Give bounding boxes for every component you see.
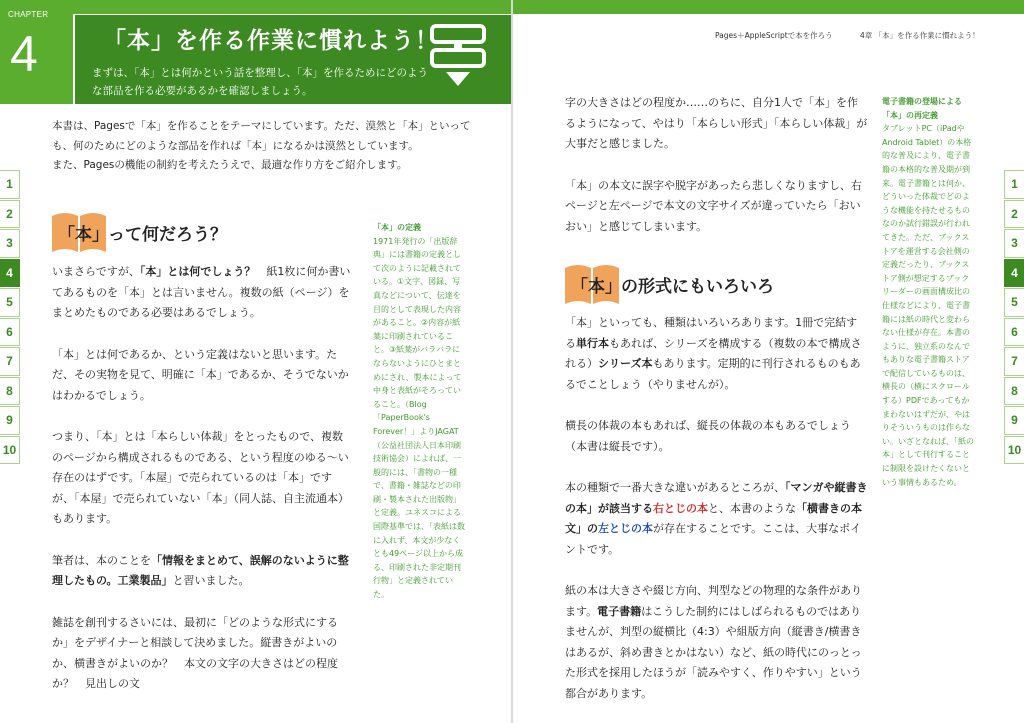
- heading-word: 「本」: [571, 277, 622, 297]
- chapter-tab-active[interactable]: 4: [0, 259, 20, 288]
- chapter-tab[interactable]: 8: [1004, 377, 1024, 406]
- top-color-bar: [513, 0, 1024, 14]
- chapter-tab[interactable]: 3: [0, 229, 20, 258]
- right-body-bottom: [565, 313, 868, 704]
- paragraph: いまさらですが、「本」とは何でしょう？ 紙1枚に何か書いてあるものを「本」とは言いません。複数の紙（ページ）をまとめたものである必要はあるでしょう。: [52, 265, 351, 319]
- paragraph: 横長の体裁の本もあれば、縦長の体裁の本もあるでしょう（本書は縦長です）。: [565, 419, 851, 453]
- left-body: [52, 262, 352, 716]
- book-icon: [563, 262, 621, 306]
- chapter-tab[interactable]: 1: [0, 170, 20, 199]
- paragraph: 紙の本は大きさや綴じ方向、判型などの物理的な条件があります。電子書籍はこうした制約にはしばられるものではありませんが、判型の縦横比（4:3）や組版方向（縦書き/横書きはあるが、斜め書きとかはない）など、紙の時代にのっとった形式を採用したほうが「読みやすく、作りやすい」という都合があります。: [565, 584, 862, 700]
- chapter-tab[interactable]: 8: [0, 377, 20, 406]
- intro-text: [52, 117, 472, 176]
- chapter-tab[interactable]: 2: [1004, 200, 1024, 229]
- sidenote-text: 1971年発行の「出版辞典」には書籍の定義として次のように記載されている。①文字、図録、写真などについて、伝達を目的として表現した内容があること。②内容が紙葉に印刷されていること。③紙葉がバラバラにならないようにひとまとめにされ、製本によって中身と表紙がそろっていること。（Blog「PaperBook's Forever！」よりJAGAT（公益社団法人日本印刷技術協会）によれば、一般的には、「書物の一種で、書籍・雑誌などの印刷・製本された出版物」と定義。ユネスコによる国際基準では、「表紙は数に入れず、本文が少なくとも49ページ以上から成る、印刷された非定期刊行物」と定義されていた。: [373, 236, 465, 600]
- chapter-tab[interactable]: 7: [0, 347, 20, 376]
- chapter-tab-active[interactable]: 4: [1004, 259, 1024, 288]
- paragraph: 「本」とは何であるか、という定義はないと思います。ただ、その実物を見て、明確に「本」であるか、そうでないかはわかるでしょう。: [52, 347, 349, 402]
- chapter-tab[interactable]: 10: [0, 436, 20, 465]
- download-structure-icon: [428, 22, 488, 90]
- chapter-tab[interactable]: 6: [1004, 318, 1024, 347]
- book-icon: [50, 210, 108, 254]
- chapter-tabs-right: [1004, 170, 1024, 465]
- chapter-tab[interactable]: 3: [1004, 229, 1024, 258]
- chapter-tab[interactable]: 9: [1004, 406, 1024, 435]
- chapter-tab[interactable]: 7: [1004, 347, 1024, 376]
- chapter-tab[interactable]: 9: [0, 406, 20, 435]
- chapter-tab[interactable]: 1: [1004, 170, 1024, 199]
- top-color-bar: [0, 0, 511, 14]
- heading-text: の形式にもいろいろ: [621, 276, 774, 297]
- chapter-tab[interactable]: 5: [0, 288, 20, 317]
- heading-word: 「本」: [58, 225, 109, 245]
- intro-paragraph: 本書は、Pagesで「本」を作ることをテーマにしています。ただ、漠然と「本」といっても、何のためにどのような部品を作れば「本」になるかは漠然としています。: [52, 120, 471, 152]
- running-head-chapter: 4章 「本」を作る作業に慣れよう！: [860, 31, 980, 40]
- paragraph: 字の大きさはどの程度か……のちに、自分1人で「本」を作るようになって、やはり「本らしい形式」「本らしい体裁」が大事だと感じました。: [565, 96, 868, 150]
- chapter-title: 「本」を作る作業に慣れよう！: [103, 28, 439, 54]
- sidenote-definition: [373, 221, 465, 602]
- sidenote-ebook: [882, 95, 974, 489]
- section-heading-what-is-book: [50, 210, 227, 254]
- right-body-top: [565, 93, 868, 258]
- sidenote-title: 電子書籍の登場による「本」の再定義: [882, 97, 962, 120]
- paragraph: 本の種類で一番大きな違いがあるところが、「マンガや縦書きの本」が該当する右とじの本と、本書のような「横書きの本文」の左とじの本が存在することです。ここは、大事なポイントです。: [565, 481, 868, 556]
- chapter-label: CHAPTER: [8, 10, 49, 19]
- paragraph: 筆者は、本のことを「情報をまとめて、誤解のないように整理したもの。工業製品」と習いました。: [52, 553, 349, 587]
- section-heading-formats: [563, 262, 774, 306]
- running-head-book-title: Pages＋AppleScriptで本を作ろう: [715, 31, 833, 40]
- heading-text: って何だろう？: [108, 224, 227, 245]
- sidenote-title: 「本」の定義: [373, 223, 421, 232]
- intro-paragraph: また、Pagesの機能の制約を考えたうえで、最適な作り方をご紹介します。: [52, 159, 408, 171]
- chapter-number: 4: [10, 26, 38, 82]
- paragraph: 雑誌を創刊するさいには、最初に「どのような形式にするか」をデザイナーと相談して決めました。縦書きがよいのか、横書きがよいのか？ 本文の文字の大きさはどの程度か？ 見出しの文: [52, 615, 338, 690]
- paragraph: つまり、「本」とは「本らしい体裁」をとったもので、複数のページから構成されるものである、という程度のゆる〜い存在のはずです。「本屋」で売られているのは「本」ですが、「本屋」で売られていない「本」（同人誌、自主流通本）もあります。: [52, 430, 349, 525]
- left-page: [0, 0, 511, 723]
- chapter-description: まずは、「本」とは何かという話を整理し、「本」を作るためにどのような部品を作る必要があるかを確認しましょう。: [92, 67, 428, 97]
- chapter-tabs-left: [0, 170, 20, 465]
- paragraph: 「本」といっても、種類はいろいろあります。1冊で完結する単行本もあれば、シリーズを構成する（複数の本で構成される）シリーズ本もあります。定期的に刊行されるものもあるでことしょう（やりませんが）。: [565, 316, 862, 391]
- sidenote-text: タブレットPC（iPadやAndroid Tablet）の本格的な普及により、電子書籍の本格的な普及期が到来。電子書籍とは何か、どういった体裁でどのような機能を持たせるものなのか試行錯誤が行われてきた。ただ、ブックストアを運営する会社側の定義だったり、ブックストア側が想定するブックリーダーの画面構成比の仕様などにより、電子書籍には紙の時代と変わらない仕様が存在。本書のように、独立系のなんでもありな電子書籍ストアで配信しているものは、横長の（横にスクロールする）PDFであってもかまわないはずだが、やはりそういうものは作らない。いざとなれば、「紙の本」として刊行することに制限を設けたくないという事情もあるため。: [882, 124, 974, 487]
- chapter-tab[interactable]: 2: [0, 200, 20, 229]
- chapter-tab[interactable]: 5: [1004, 288, 1024, 317]
- chapter-tab[interactable]: 6: [0, 318, 20, 347]
- chapter-tab[interactable]: 10: [1004, 436, 1024, 465]
- paragraph: 「本」の本文に誤字や脱字があったら悲しくなりますし、右ページと左ページで本文の文字サイズが違っていたら「おいおい」と感じてしまいます。: [565, 178, 862, 233]
- chapter-block: [0, 0, 73, 104]
